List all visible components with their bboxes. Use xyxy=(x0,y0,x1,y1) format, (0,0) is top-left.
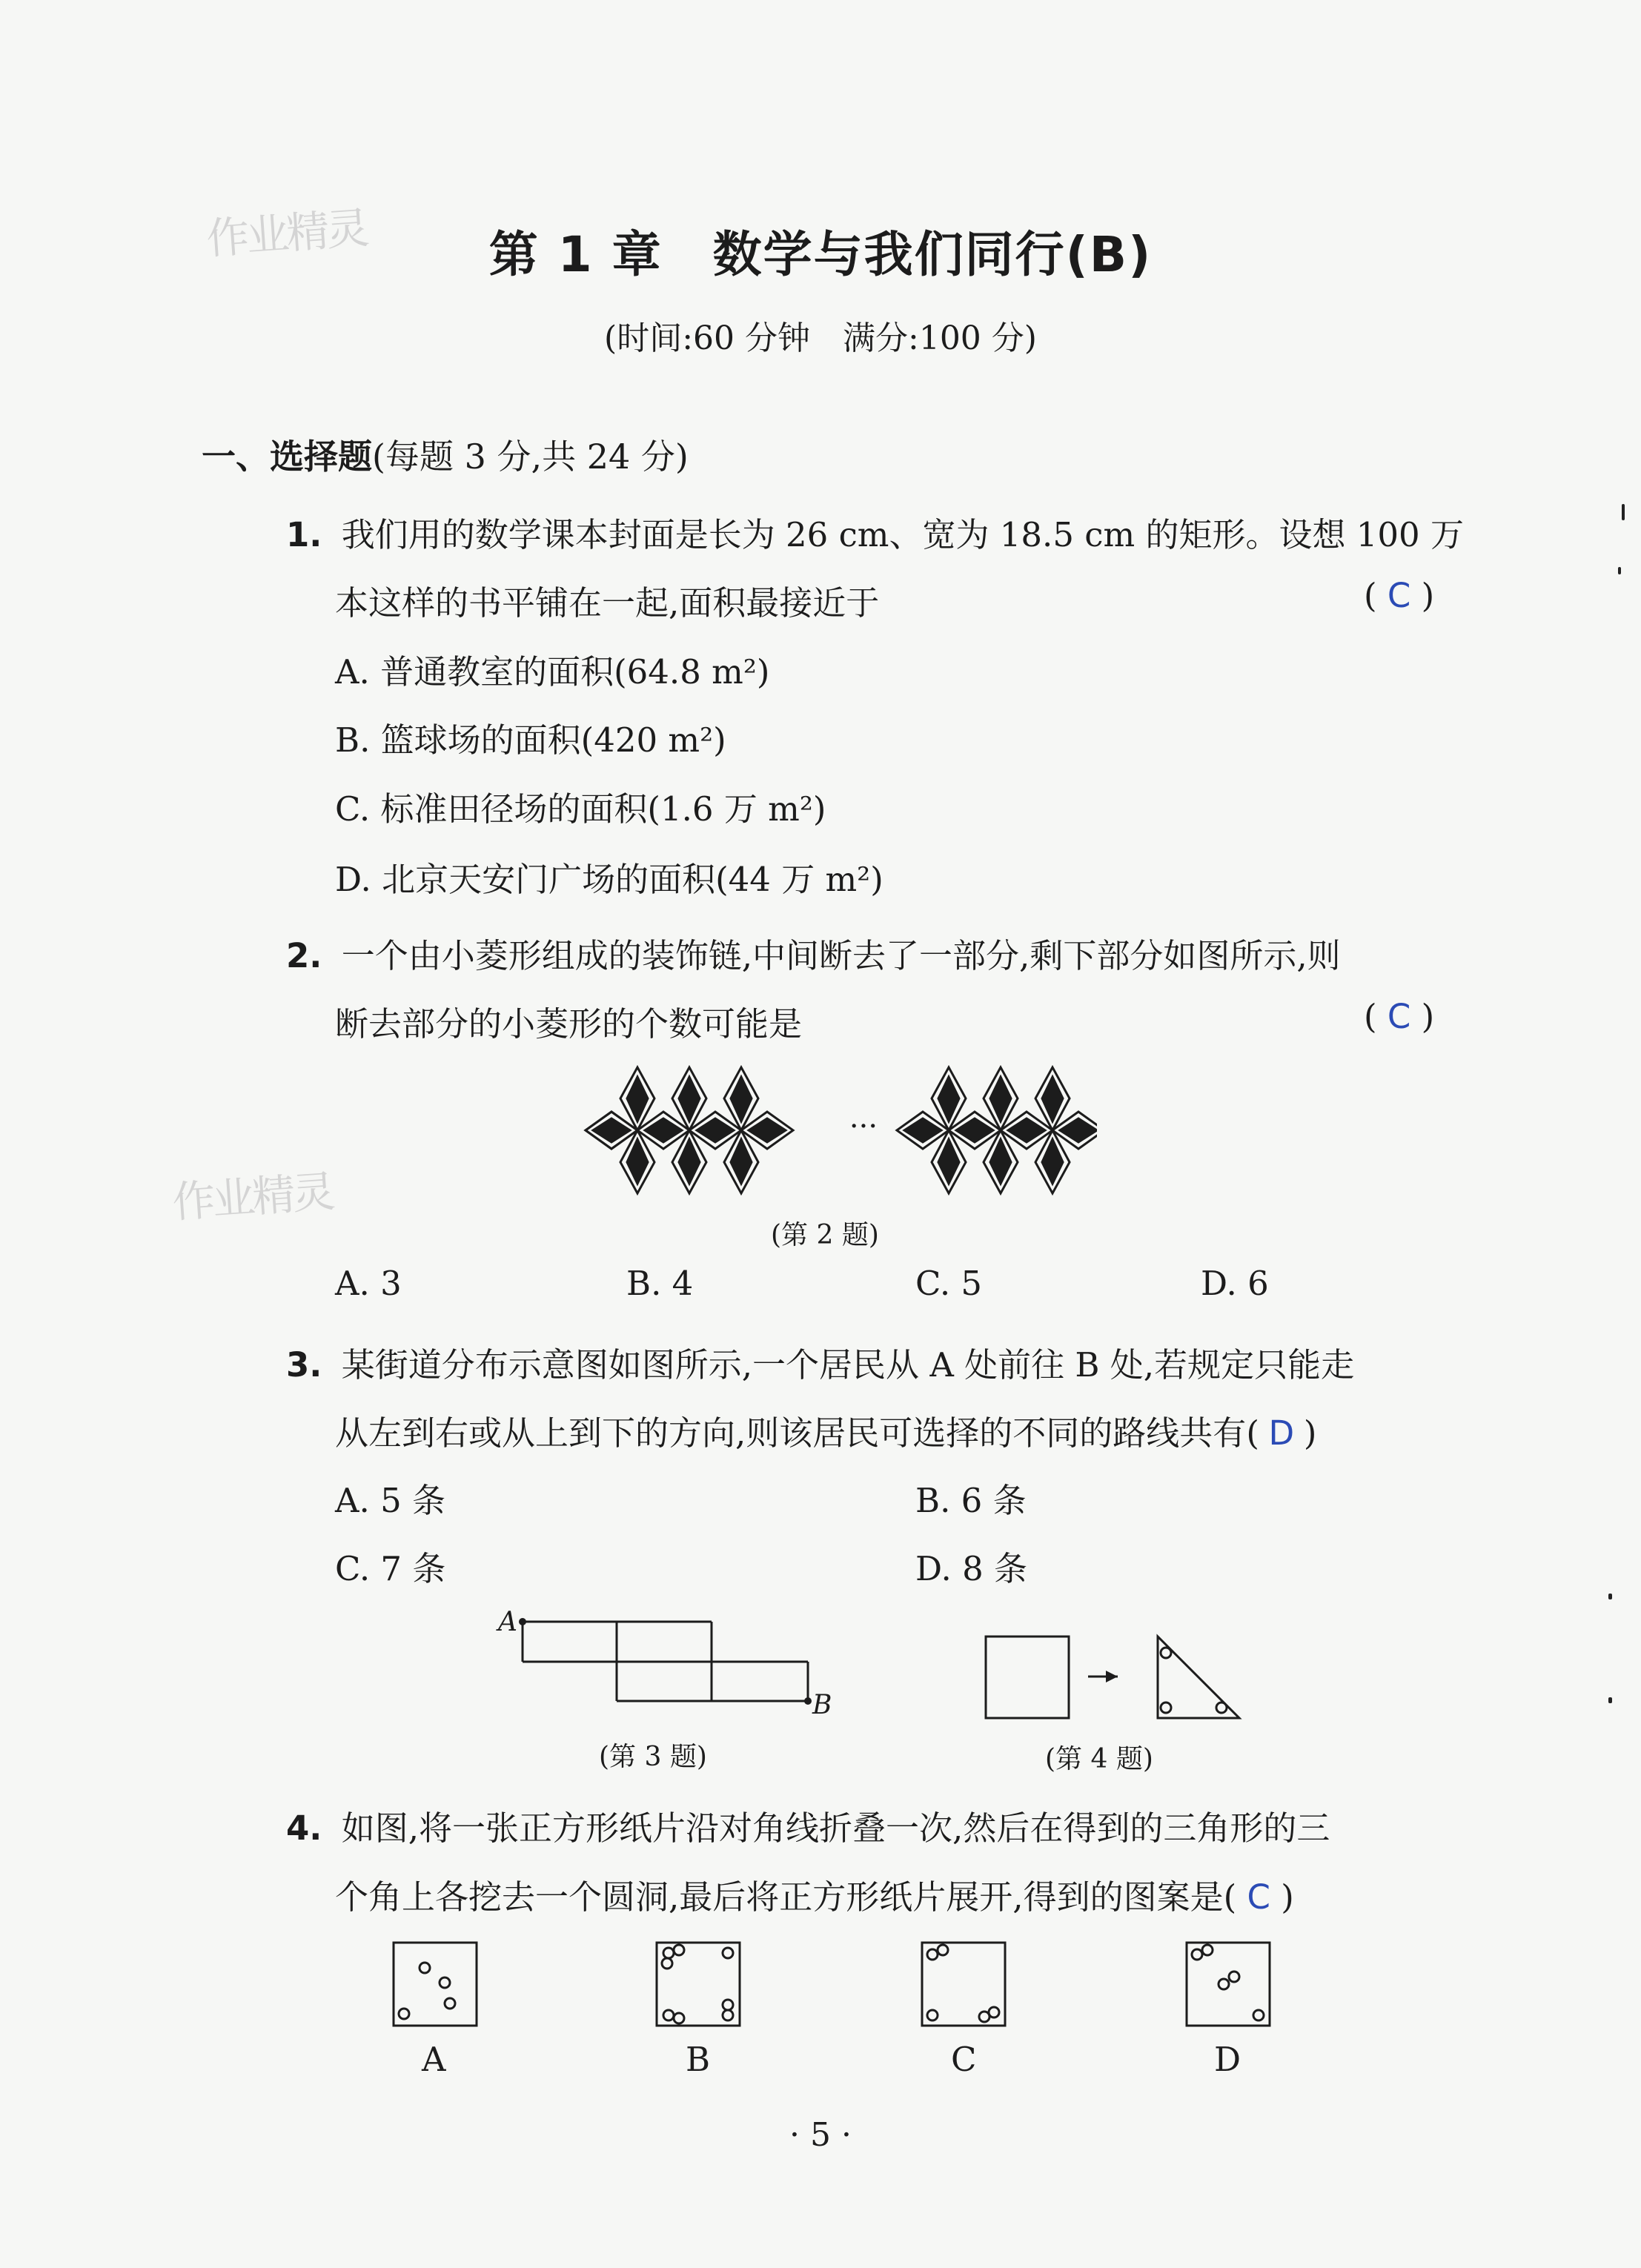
ellipsis: ··· xyxy=(849,1110,878,1144)
question-1-line-2: 本这样的书平铺在一起,面积最接近于 xyxy=(335,583,880,623)
option: D. 6 xyxy=(1201,1264,1269,1303)
question-number: 4. xyxy=(286,1808,322,1848)
question-1-line-1 xyxy=(286,508,1464,556)
answer-letter: C xyxy=(1387,997,1411,1036)
option: A. 3 xyxy=(335,1264,402,1303)
diamond-chain-figure xyxy=(578,1056,1097,1212)
question-text: 一个由小菱形组成的装饰链,中间断去了一部分,剩下部分如图所示,则 xyxy=(341,936,1341,975)
figure-caption: (第 3 题) xyxy=(599,1742,707,1772)
choice-a-figure xyxy=(389,1938,482,2031)
section-note: (每题 3 分,共 24 分) xyxy=(372,437,689,477)
answer-letter: C xyxy=(1387,576,1411,615)
question-3-line-2 xyxy=(335,1406,1316,1454)
street-map-figure xyxy=(489,1601,845,1720)
answer-bracket: ( C ) xyxy=(1364,997,1435,1036)
option: A. 普通教室的面积(64.8 m²) xyxy=(335,652,770,692)
choice-label: C xyxy=(951,2040,977,2079)
point-a-label: A xyxy=(498,1607,517,1637)
option: C. 7 条 xyxy=(335,1549,446,1588)
option: B. 6 条 xyxy=(915,1481,1027,1520)
answer-letter: C xyxy=(1247,1877,1270,1917)
watermark: 作业精灵 xyxy=(205,202,368,265)
option: B. 4 xyxy=(626,1264,694,1303)
scan-speck xyxy=(1608,1594,1612,1599)
scan-speck xyxy=(1618,567,1621,574)
option: D. 北京天安门广场的面积(44 万 m²) xyxy=(335,860,884,899)
answer-bracket: ( C ) xyxy=(1364,576,1435,615)
option: C. 标准田径场的面积(1.6 万 m²) xyxy=(335,789,826,829)
diamond-chain-right xyxy=(897,1067,1097,1193)
chapter-title: 第 1 章 数学与我们同行(B) xyxy=(488,226,1153,283)
scan-speck xyxy=(1622,504,1625,520)
scan-speck xyxy=(1608,1697,1612,1703)
option: A. 5 条 xyxy=(335,1481,446,1520)
figure-caption: (第 2 题) xyxy=(771,1220,879,1250)
question-number: 1. xyxy=(286,515,322,554)
option: D. 8 条 xyxy=(915,1549,1028,1588)
question-text: 个角上各挖去一个圆洞,最后将正方形纸片展开,得到的图案是 xyxy=(335,1877,1224,1917)
question-3-line-1 xyxy=(286,1338,1354,1386)
question-number: 3. xyxy=(286,1345,322,1385)
watermark: 作业精灵 xyxy=(170,1166,334,1228)
question-number: 2. xyxy=(286,936,322,975)
choice-label: A xyxy=(422,2040,446,2079)
question-text: 某街道分布示意图如图所示,一个居民从 A 处前往 B 处,若规定只能走 xyxy=(341,1345,1355,1385)
fold-figure xyxy=(971,1623,1260,1727)
question-text: 我们用的数学课本封面是长为 26 cm、宽为 18.5 cm 的矩形。设想 100 万 xyxy=(341,515,1464,554)
choice-d-figure xyxy=(1182,1938,1275,2031)
figure-caption: (第 4 题) xyxy=(1045,1744,1153,1774)
section-heading xyxy=(202,430,689,479)
question-2-line-2: 断去部分的小菱形的个数可能是 xyxy=(335,1004,803,1044)
question-text: 从左到右或从上到下的方向,则该居民可选择的不同的路线共有 xyxy=(335,1413,1247,1453)
question-text: 如图,将一张正方形纸片沿对角线折叠一次,然后在得到的三角形的三 xyxy=(341,1808,1330,1848)
question-4-line-1 xyxy=(286,1801,1330,1849)
choice-c-figure xyxy=(918,1938,1010,2031)
question-4-line-2 xyxy=(335,1870,1294,1918)
question-2-line-1 xyxy=(286,929,1341,977)
choice-b-figure xyxy=(652,1938,745,2031)
section-label: 一、选择题 xyxy=(202,437,372,477)
choice-label: D xyxy=(1214,2040,1241,2079)
diamond-chain-left xyxy=(586,1067,793,1193)
choice-label: B xyxy=(686,2040,711,2079)
option: B. 篮球场的面积(420 m²) xyxy=(335,720,726,760)
option: C. 5 xyxy=(915,1264,983,1303)
answer-bracket: ( D ) xyxy=(1246,1413,1317,1453)
answer-letter: D xyxy=(1268,1413,1295,1453)
answer-bracket: ( C ) xyxy=(1223,1877,1294,1917)
exam-info: (时间:60 分钟 满分:100 分) xyxy=(604,319,1037,357)
page-number: · 5 · xyxy=(789,2116,852,2154)
point-b-label: B xyxy=(812,1690,832,1720)
